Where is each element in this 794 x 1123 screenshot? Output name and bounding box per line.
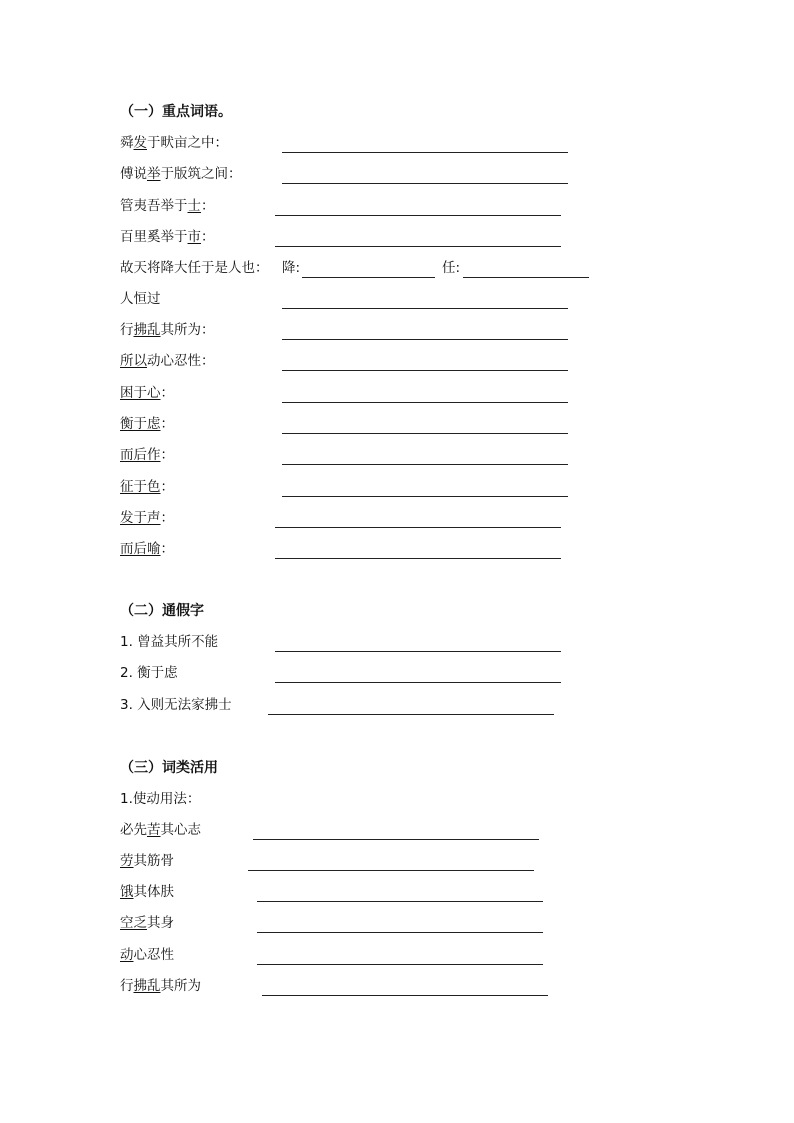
answer-blank[interactable]	[275, 631, 561, 652]
answer-blank[interactable]	[268, 694, 554, 715]
item-row	[120, 850, 580, 872]
item-row	[120, 662, 580, 684]
item-label: 而后喻：	[120, 541, 174, 557]
item-label: 行拂乱其所为：	[120, 322, 215, 338]
answer-blank[interactable]	[275, 538, 561, 559]
subheading	[120, 788, 200, 810]
item-label: 困于心：	[120, 385, 174, 401]
item-label: 劳其筋骨	[120, 853, 174, 869]
answer-blank[interactable]	[257, 881, 543, 902]
item-row	[120, 319, 580, 341]
item-label: 所以动心忍性：	[120, 353, 215, 369]
section2-heading	[120, 600, 204, 622]
item-label: 行拂乱其所为	[120, 978, 201, 994]
item-row	[120, 881, 580, 903]
answer-blank-ren[interactable]	[463, 257, 589, 278]
item-row	[120, 819, 580, 841]
section3-heading	[120, 757, 218, 779]
item-row	[120, 694, 580, 716]
item-label: 动心忍性	[120, 947, 174, 963]
answer-blank[interactable]	[282, 382, 568, 403]
answer-blank[interactable]	[282, 476, 568, 497]
item-row	[120, 350, 580, 372]
subheading-text: 1.使动用法：	[120, 791, 201, 807]
answer-blank[interactable]	[282, 444, 568, 465]
item-label: 2. 衡于虑	[120, 665, 178, 681]
item-label: 傅说举于版筑之间：	[120, 166, 242, 182]
item-label: 衡于虑：	[120, 416, 174, 432]
item-label: 管夷吾举于士：	[120, 198, 215, 214]
item-label: 3. 入则无法家拂士	[120, 697, 232, 713]
ren-label: 任:	[442, 260, 461, 276]
item-row	[120, 507, 580, 529]
heading-text: （二）通假字	[120, 603, 204, 619]
answer-blank[interactable]	[262, 975, 548, 996]
item-label: 征于色：	[120, 479, 174, 495]
answer-blank[interactable]	[248, 850, 534, 871]
answer-blank[interactable]	[257, 912, 543, 933]
item-label: 空乏其身	[120, 915, 174, 931]
item-row	[120, 912, 580, 934]
heading-text: （三）词类活用	[120, 760, 218, 776]
item-label: 发于声：	[120, 510, 174, 526]
answer-blank[interactable]	[282, 132, 568, 153]
answer-blank[interactable]	[275, 662, 561, 683]
item-label: 人恒过	[120, 291, 161, 307]
item-label: 百里奚举于市：	[120, 229, 215, 245]
answer-blank[interactable]	[282, 319, 568, 340]
answer-blank[interactable]	[253, 819, 539, 840]
item-row	[120, 382, 580, 404]
item-row	[120, 163, 580, 185]
answer-blank[interactable]	[282, 350, 568, 371]
answer-blank[interactable]	[282, 413, 568, 434]
item-row	[120, 257, 600, 279]
answer-blank[interactable]	[282, 288, 568, 309]
answer-blank[interactable]	[282, 163, 568, 184]
heading-text: （一）重点词语。	[120, 104, 232, 120]
item-row	[120, 975, 580, 997]
item-label: 而后作：	[120, 447, 174, 463]
item-row	[120, 413, 580, 435]
item-label: 必先苦其心志	[120, 822, 201, 838]
item-row	[120, 226, 580, 248]
answer-blank-jiang[interactable]	[302, 257, 435, 278]
item-label: 舜发于畎亩之中：	[120, 135, 228, 151]
item-row	[120, 195, 580, 217]
item-label: 饿其体肤	[120, 884, 174, 900]
jiang-label: 降:	[282, 260, 301, 276]
section1-heading	[120, 101, 232, 123]
item-row	[120, 444, 580, 466]
item-row	[120, 538, 580, 560]
item-row	[120, 476, 580, 498]
item-label: 故天将降大任于是人也：	[120, 260, 269, 276]
item-row	[120, 288, 580, 310]
answer-blank[interactable]	[257, 944, 543, 965]
answer-blank[interactable]	[275, 226, 561, 247]
answer-blank[interactable]	[275, 195, 561, 216]
item-row	[120, 944, 580, 966]
answer-blank[interactable]	[275, 507, 561, 528]
item-row	[120, 631, 580, 653]
item-row	[120, 132, 580, 154]
item-label: 1. 曾益其所不能	[120, 634, 219, 650]
